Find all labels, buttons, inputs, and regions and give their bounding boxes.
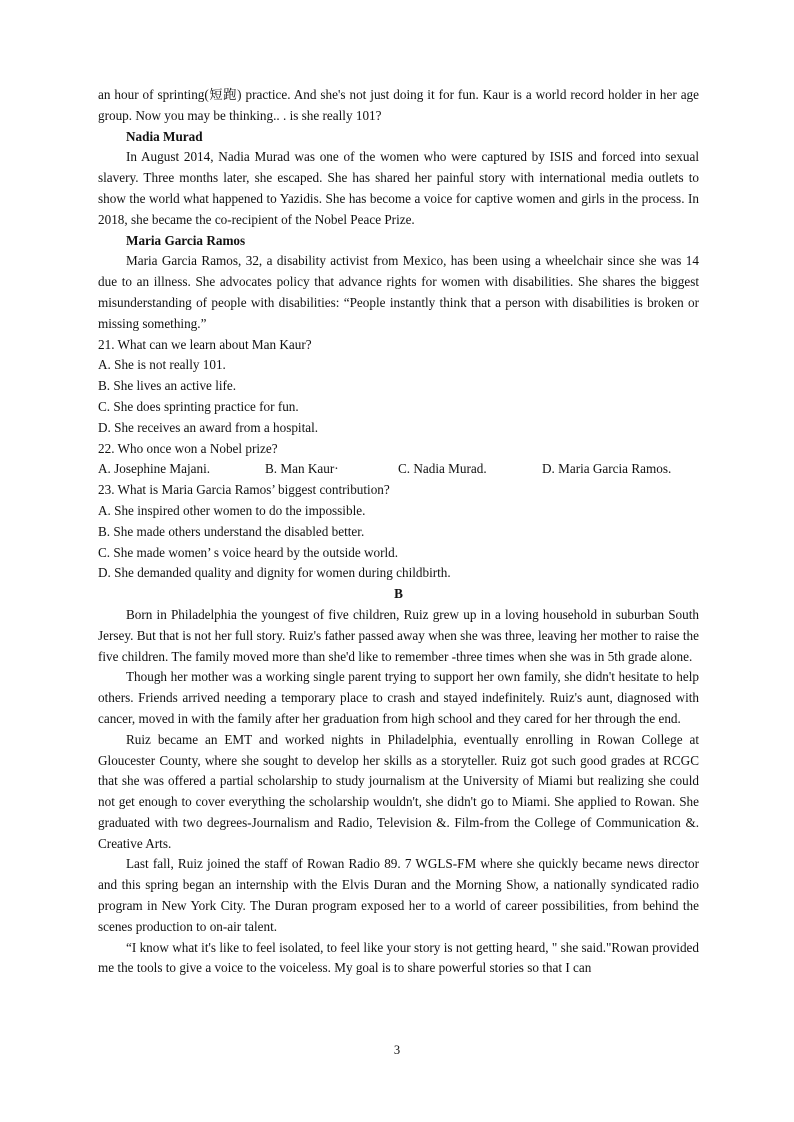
ramos-heading: Maria Garcia Ramos (126, 232, 246, 248)
section-b-paragraph-4: Last fall, Ruiz joined the staff of Rowan Radio 89. 7 WGLS-FM where she quickly became news director and this spring began an internship with the Elvis Duran and the Morning Show, a nationally syndicated radio program in New York City. The Duran program exposed her to a world of career possibilities, from behind the scenes production to on-air talent. (98, 856, 699, 934)
section-b-paragraph-5: “I know what it's like to feel isolated, to feel like your story is not getting heard, " she said."Rowan provided me the tools to give a voice to the voiceless. My goal is to share powerful stories so that I can (98, 939, 699, 976)
kaur-paragraph-end: an hour of sprinting(短跑) practice. And she's not just doing it for fun. Kaur is a world record holder in her age group. Now you may be thinking.. . is she really 101? (98, 87, 699, 123)
ramos-paragraph: Maria Garcia Ramos, 32, a disability activist from Mexico, has been using a wheelchair since she was 14 due to an illness. She advocates policy that advance rights for women with disabilities. She shares the biggest misunderstanding of people with disabilities: “People instantly think that a person with disabilities is broken or missing something.” (98, 253, 699, 331)
question-stem: 21. What can we learn about Man Kaur? (98, 336, 312, 352)
murad-heading: Nadia Murad (126, 128, 203, 144)
question-stem: 23. What is Maria Garcia Ramos’ biggest contribution? (98, 482, 390, 498)
option-c: C. Nadia Murad. (398, 461, 487, 477)
page-number: 3 (393, 1043, 401, 1057)
option-a: A. She is not really 101. (98, 357, 226, 373)
option-b: B. She made others understand the disabled better. (98, 523, 365, 539)
option-b: B. She lives an active life. (98, 378, 237, 394)
question-stem: 22. Who once won a Nobel prize? (98, 440, 278, 456)
section-b-paragraph-3: Ruiz became an EMT and worked nights in Philadelphia, eventually enrolling in Rowan College at Gloucester County, where she sought to develop her skills as a storyteller. Ruiz got such good grades at RCGC that she was offered a partial scholarship to study journalism at the University of Miami but realizing she could not get enough to cover everything the scholarship wouldn't, she didn't go to Miami. She applied to Rowan. She graduated with two degrees-Journalism and Radio, Television &. Film-from the College of Communication &. Creative Arts. (98, 731, 699, 851)
option-d: D. Maria Garcia Ramos. (542, 461, 672, 477)
options-row (98, 459, 699, 480)
option-c: C. She does sprinting practice for fun. (98, 398, 299, 414)
question-21 (98, 335, 699, 439)
option-d: D. She receives an award from a hospital. (98, 419, 319, 435)
option-a: A. Josephine Majani. (98, 461, 211, 477)
question-22 (98, 439, 699, 481)
option-d: D. She demanded quality and dignity for women during childbirth. (98, 565, 451, 581)
option-b: B. Man Kaur· (265, 461, 339, 477)
murad-paragraph: In August 2014, Nadia Murad was one of the women who were captured by ISIS and forced into sexual slavery. Three months later, she escaped. She has shared her painful story with international media outlets to show the world what happened to Yazidis. She has become a voice for captive women and girls in the process. In 2018, she became the co-recipient of the Nobel Peace Prize. (98, 149, 699, 227)
option-a: A. She inspired other women to do the impossible. (98, 502, 366, 518)
section-b-paragraph-2: Though her mother was a working single parent trying to support her own family, she didn't hesitate to help others. Friends arrived needing a temporary place to crash and stayed indefinitely. Ruiz's aunt, diagnosed with cancer, moved in with the family after her graduation from high school and they cared for her through the end. (98, 669, 699, 726)
page-content (98, 85, 699, 979)
question-23 (98, 480, 699, 584)
section-b-paragraph-1: Born in Philadelphia the youngest of five children, Ruiz grew up in a loving household in suburban South Jersey. But that is not her full story. Ruiz's father passed away when she was three, leaving her mother to raise the five children. The family moved more than she'd like to remember -three times when she was in 5th grade alone. (98, 606, 699, 664)
option-c: C. She made women’ s voice heard by the outside world. (98, 544, 399, 560)
section-b-label: B (394, 586, 403, 602)
